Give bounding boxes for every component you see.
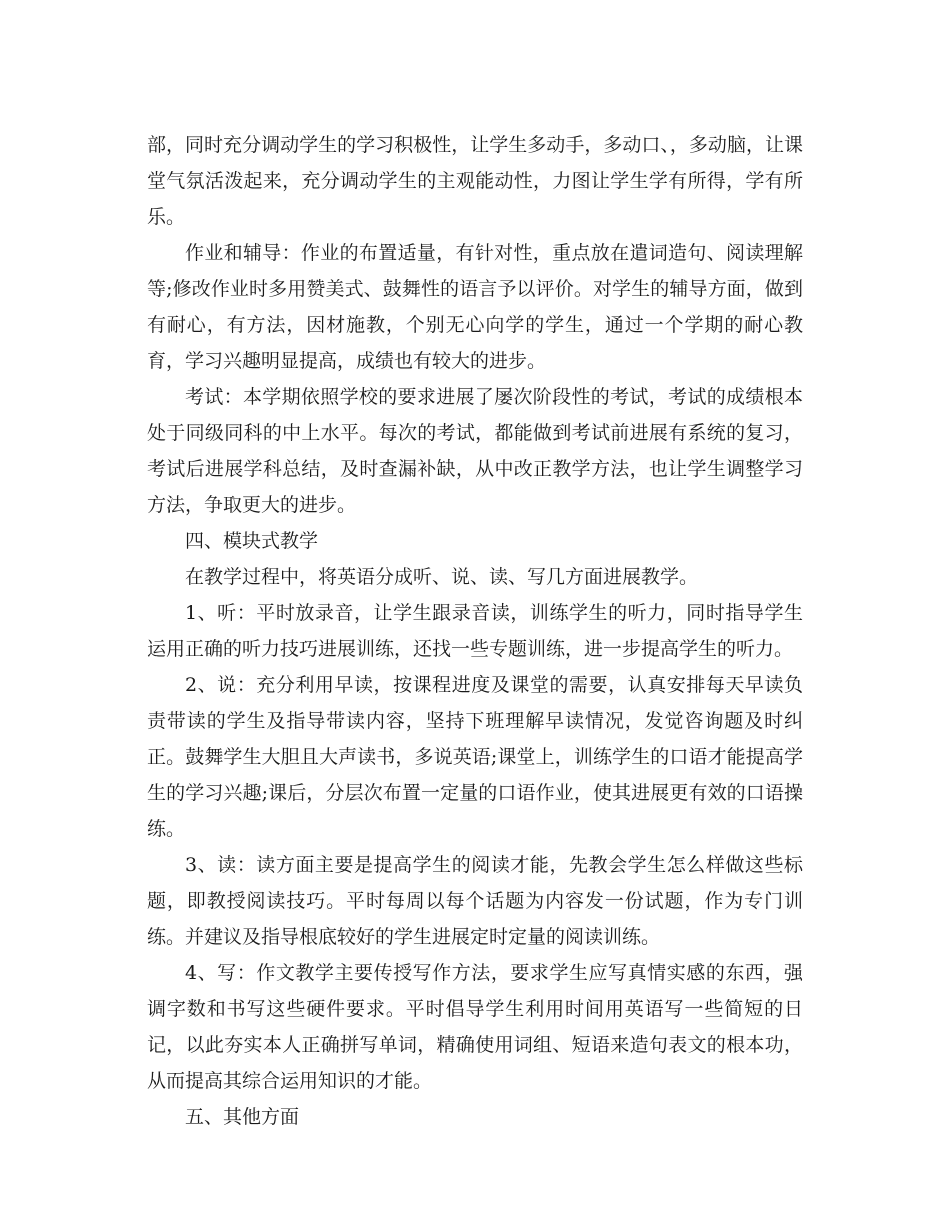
document-body: [147, 127, 803, 1135]
paragraph-reading: 3、读：读方面主要是提高学生的阅读才能，先教会学生怎么样做这些标题，即教授阅读技巧。平时每周以每个话题为内容发一份试题，作为专门训练。并建议及指导根底较好的学生进展定时定量的阅读训练。: [147, 854, 803, 948]
paragraph-homework: 作业和辅导：作业的布置适量，有针对性，重点放在遣词造句、阅读理解等;修改作业时多用赞美式、鼓舞性的语言予以评价。对学生的辅导方面，做到有耐心，有方法，因材施教，个别无心向学的学生，通过一个学期的耐心教育，学习兴趣明显提高，成绩也有较大的进步。: [147, 242, 803, 372]
section-heading-modular-teaching: 四、模块式教学: [185, 530, 319, 552]
paragraph-continuation: 部，同时充分调动学生的学习积极性，让学生多动手，多动口、，多动脑，让课堂气氛活泼起来，充分调动学生的主观能动性，力图让学生学有所得，学有所乐。: [147, 134, 803, 228]
paragraph-speaking: 2、说：充分利用早读，按课程进度及课堂的需要，认真安排每天早读负责带读的学生及指导带读内容，坚持下班理解早读情况，发觉咨询题及时纠正。鼓舞学生大胆且大声读书，多说英语;课堂上，训练学生的口语才能提高学生的学习兴趣;课后，分层次布置一定量的口语作业，使其进展更有效的口语操练。: [147, 674, 803, 840]
paragraph-teaching-intro: 在教学过程中，将英语分成听、说、读、写几方面进展教学。: [185, 566, 699, 588]
section-heading-other-aspects: 五、其他方面: [185, 1106, 300, 1128]
paragraph-listening: 1、听：平时放录音，让学生跟录音读，训练学生的听力，同时指导学生运用正确的听力技巧进展训练，还找一些专题训练，进一步提高学生的听力。: [147, 602, 803, 660]
paragraph-exams: 考试：本学期依照学校的要求进展了屡次阶段性的考试，考试的成绩根本处于同级同科的中上水平。每次的考试，都能做到考试前进展有系统的复习，考试后进展学科总结，及时查漏补缺，从中改正教学方法，也让学生调整学习方法，争取更大的进步。: [147, 386, 803, 516]
paragraph-writing: 4、写：作文教学主要传授写作方法，要求学生应写真情实感的东西，强调字数和书写这些硬件要求。平时倡导学生利用时间用英语写一些简短的日记，以此夯实本人正确拼写单词，精确使用词组、短语来造句表文的根本功，从而提高其综合运用知识的才能。: [147, 962, 803, 1092]
